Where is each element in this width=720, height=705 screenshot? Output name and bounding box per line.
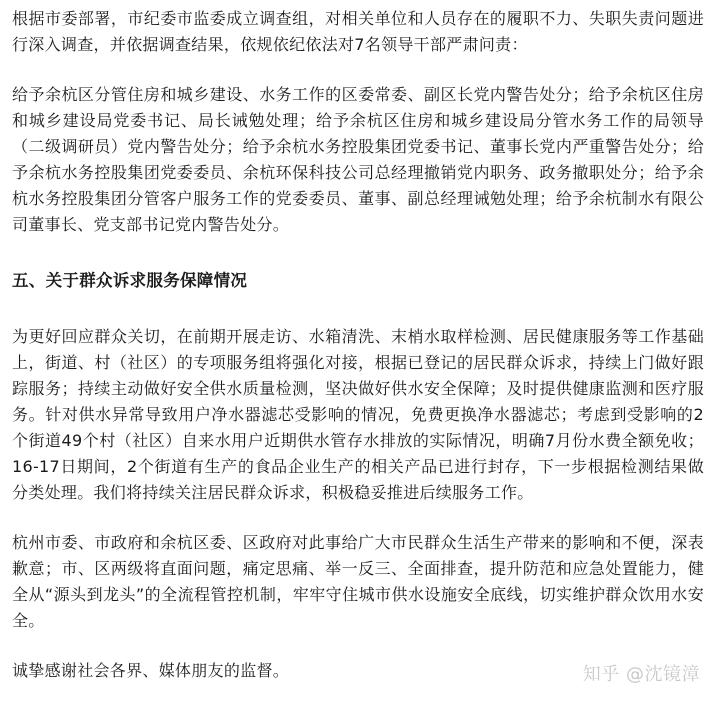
- article-body: [12, 6, 704, 684]
- paragraph-accountability-details: 给予余杭区分管住房和城乡建设、水务工作的区委常委、副区长党内警告处分；给予余杭区住房和城乡建设局党委书记、局长诫勉处理；给予余杭区住房和城乡建设局分管水务工作的局领导（二级调研员）党内警告处分；给予余杭水务控股集团党委书记、董事长党内严重警告处分；给予余杭水务控股集团党委委员、余杭环保科技公司总经理撤销党内职务、政务撤职处分；给予余杭水务控股集团分管客户服务工作的党委委员、董事、副总经理诫勉处理；给予余杭制水有限公司董事长、党支部书记党内警告处分。: [12, 85, 704, 234]
- paragraph-apology: 杭州市委、市政府和余杭区委、区政府对此事给广大市民群众生活生产带来的影响和不便，深表歉意；市、区两级将直面问题，痛定思痛、举一反三、全面排查，提升防范和应急处置能力，健全从“源头到龙头”的全流程管控机制，牢牢守住城市供水设施安全底线，切实维护群众饮用水安全。: [12, 533, 704, 630]
- paragraph-accountability-intro: 根据市委部署，市纪委市监委成立调查组，对相关单位和人员存在的履职不力、失职失责问题进行深入调查，并依据调查结果，依规依纪依法对7名领导干部严肃问责：: [12, 9, 704, 54]
- section-heading: 五、关于群众诉求服务保障情况: [12, 271, 248, 290]
- paragraph-thanks: 诚挚感谢社会各界、媒体朋友的监督。: [12, 661, 290, 680]
- paragraph-service-guarantee: 为更好回应群众关切，在前期开展走访、水箱清洗、末梢水取样检测、居民健康服务等工作基础上，街道、村（社区）的专项服务组将强化对接，根据已登记的居民群众诉求，持续上门做好跟踪服务；持续主动做好安全供水质量检测，坚决做好供水安全保障；及时提供健康监测和医疗服务。针对供水异常导致用户净水器滤芯受影响的情况，免费更换净水器滤芯；考虑到受影响的2个街道49个村（社区）自来水用户近期供水管存水排放的实际情况，明确7月份水费全额免收；16-17日期间，2个街道有生产的食品企业生产的相关产品已进行封存，下一步根据检测结果做分类处理。我们将持续关注居民群众诉求，积极稳妥推进后续服务工作。: [12, 327, 704, 502]
- watermark: 知乎 @沈镜漳: [582, 664, 700, 685]
